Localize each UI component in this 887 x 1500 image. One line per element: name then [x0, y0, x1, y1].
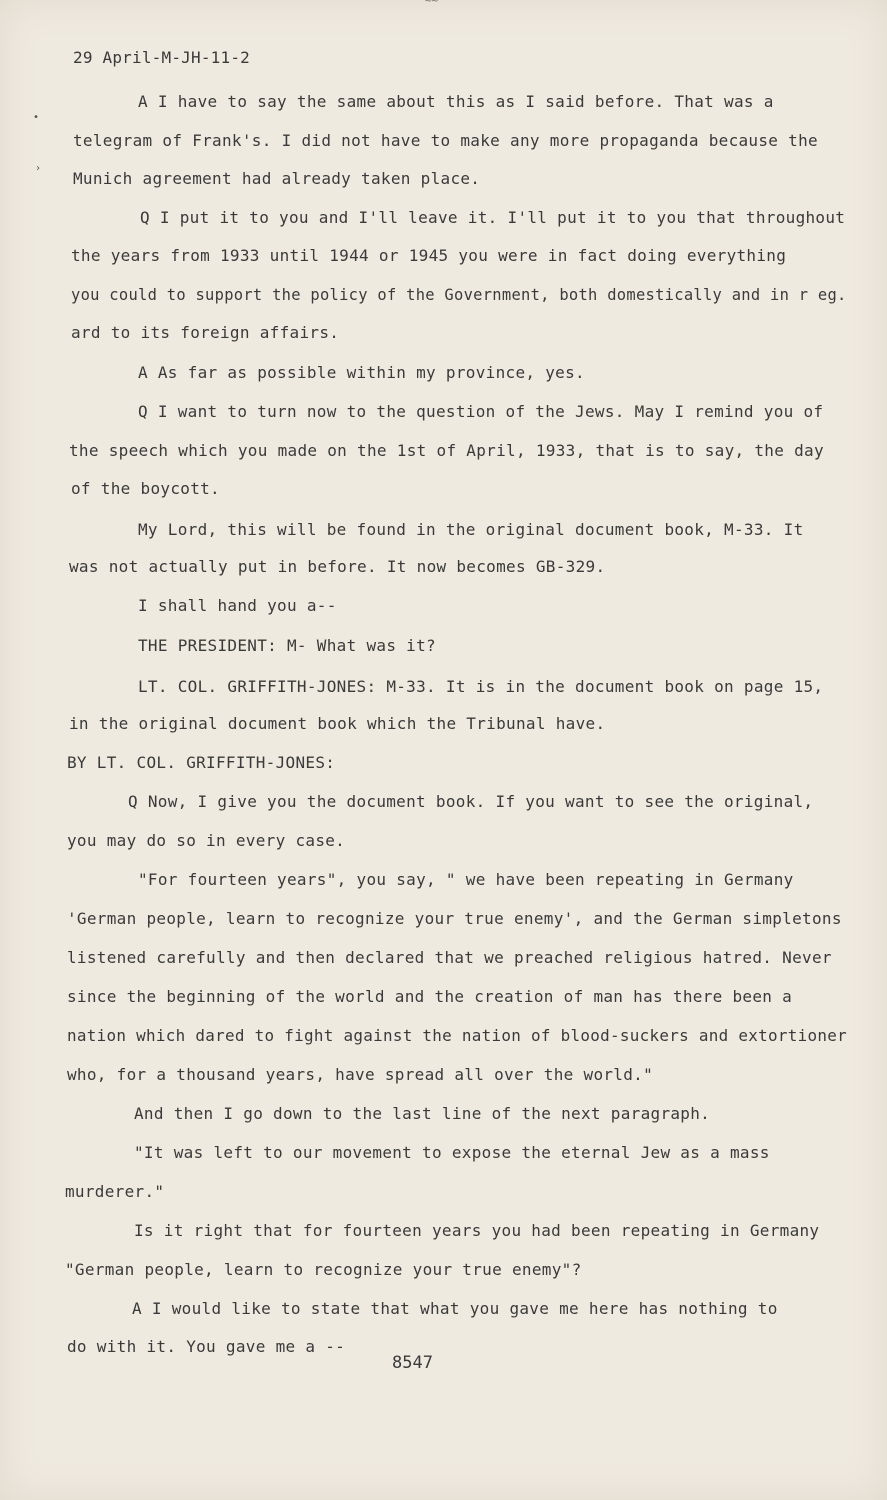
text-line: Q I put it to you and I'll leave it. I'll put it to you that throughout — [140, 208, 846, 227]
text-line: in the original document book which the Tribunal have. — [69, 714, 606, 733]
quoted-text-line: listened carefully and then declared that we preached religious hatred. Never — [67, 948, 832, 967]
margin-tick-mark: › — [35, 163, 42, 174]
text-line: My Lord, this will be found in the original document book, M-33. It — [138, 520, 804, 539]
quoted-text-line: who, for a thousand years, have spread all over the world." — [67, 1065, 654, 1084]
text-line: Q Now, I give you the document book. If you want to see the original, — [128, 792, 814, 811]
quoted-text-line: nation which dared to fight against the nation of blood-suckers and extortioner — [67, 1026, 847, 1045]
text-line: Munich agreement had already taken place. — [73, 169, 481, 188]
text-line: the speech which you made on the 1st of April, 1933, that is to say, the day — [69, 441, 824, 460]
text-line: I shall hand you a-- — [138, 596, 337, 615]
margin-dot-mark: • — [33, 112, 40, 123]
text-line: A I would like to state that what you gave me here has nothing to — [132, 1299, 778, 1318]
quoted-text-line: since the beginning of the world and the creation of man has there been a — [67, 987, 793, 1006]
section-heading: BY LT. COL. GRIFFITH-JONES: — [67, 753, 336, 772]
quoted-text-line: murderer." — [65, 1182, 165, 1201]
quoted-text-line: 'German people, learn to recognize your true enemy', and the German simpletons — [67, 909, 842, 928]
top-scrawl-mark: ~~ — [425, 0, 439, 7]
text-line: ard to its foreign affairs. — [71, 323, 340, 342]
text-line: was not actually put in before. It now becomes GB-329. — [69, 557, 606, 576]
text-line: you may do so in every case. — [67, 831, 346, 850]
text-line: And then I go down to the last line of the next paragraph. — [134, 1104, 711, 1123]
document-reference-header: 29 April-M-JH-11-2 — [73, 48, 250, 67]
text-line: Is it right that for fourteen years you had been repeating in Germany — [134, 1221, 820, 1240]
page-number: 8547 — [392, 1353, 433, 1373]
text-line: Q I want to turn now to the question of the Jews. May I remind you of — [138, 402, 824, 421]
text-line: A As far as possible within my province, yes. — [138, 363, 585, 382]
text-line: "German people, learn to recognize your true enemy"? — [65, 1260, 582, 1279]
text-line: of the boycott. — [71, 479, 220, 498]
text-line: the years from 1933 until 1944 or 1945 you were in fact doing everything — [71, 246, 787, 265]
text-line: THE PRESIDENT: M- What was it? — [138, 636, 436, 655]
text-line: telegram of Frank's. I did not have to make any more propaganda because the — [73, 131, 818, 150]
text-line: A I have to say the same about this as I said before. That was a — [138, 92, 774, 111]
text-line: LT. COL. GRIFFITH-JONES: M-33. It is in the document book on page 15, — [138, 677, 824, 696]
quoted-text-line: "For fourteen years", you say, " we have been repeating in Germany — [138, 870, 794, 889]
quoted-text-line: "It was left to our movement to expose the eternal Jew as a mass — [134, 1143, 770, 1162]
text-line: do with it. You gave me a -- — [67, 1337, 346, 1356]
text-line: you could to support the policy of the Government, both domestically and in r eg. — [71, 285, 847, 304]
